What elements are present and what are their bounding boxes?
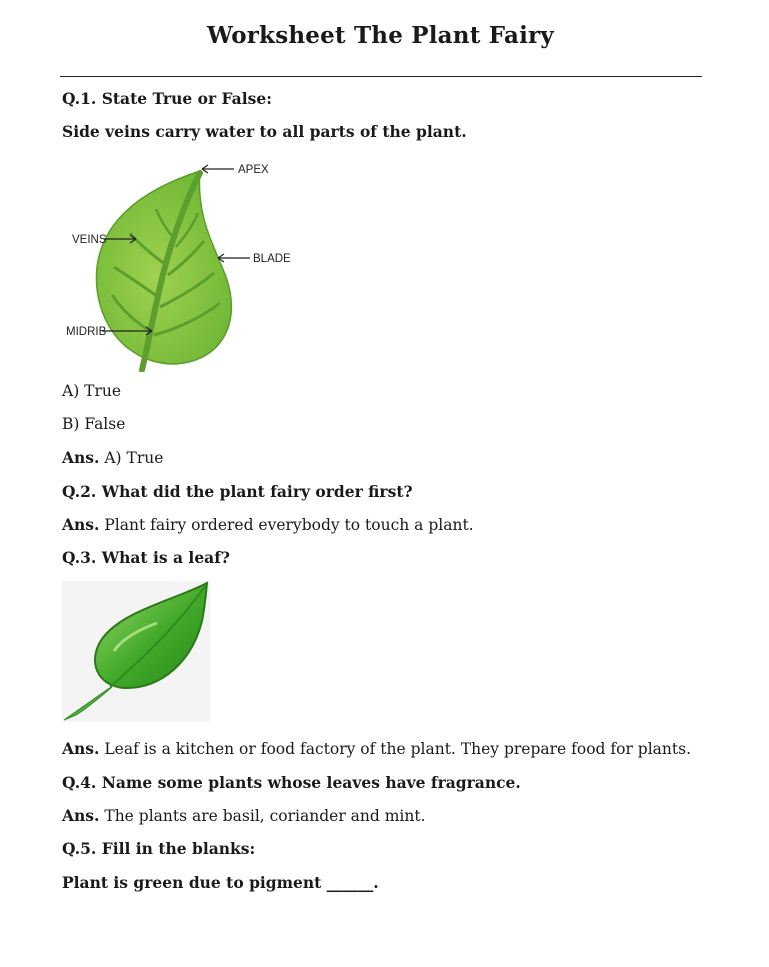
label-apex: APEX [238,164,269,176]
q1-answer-text: A) True [104,449,164,467]
worksheet-title: Worksheet The Plant Fairy [207,22,554,49]
answer-prefix: Ans. [62,515,100,534]
q4-answer [62,806,426,825]
leaf-parts-diagram [62,157,302,372]
q2-answer [62,515,474,534]
q3-answer [62,739,691,758]
q4-answer-text: The plants are basil, coriander and mint. [104,807,426,825]
answer-prefix: Ans. [62,806,100,825]
q1-question: Q.1. State True or False: [62,89,272,108]
leaf-image [62,581,210,722]
q2-question: Q.2. What did the plant fairy order first? [62,482,413,501]
title-divider [60,76,702,77]
q3-answer-text: Leaf is a kitchen or food factory of the plant. They prepare food for plants. [104,740,692,758]
q5-question: Q.5. Fill in the blanks: [62,839,256,858]
answer-prefix: Ans. [62,739,100,758]
q1-answer [62,448,163,467]
label-blade: BLADE [253,253,291,265]
answer-prefix: Ans. [62,448,100,467]
q1-option-a: A) True [62,382,122,400]
q2-answer-text: Plant fairy ordered everybody to touch a plant. [104,516,474,534]
q1-statement: Side veins carry water to all parts of the plant. [62,122,467,141]
q3-question: Q.3. What is a leaf? [62,548,230,567]
label-veins: VEINS [72,234,107,246]
q5-statement: Plant is green due to pigment ______. [62,873,379,892]
q1-option-b: B) False [62,415,126,433]
q4-question: Q.4. Name some plants whose leaves have fragrance. [62,773,521,792]
label-midrib: MIDRIB [66,326,107,338]
